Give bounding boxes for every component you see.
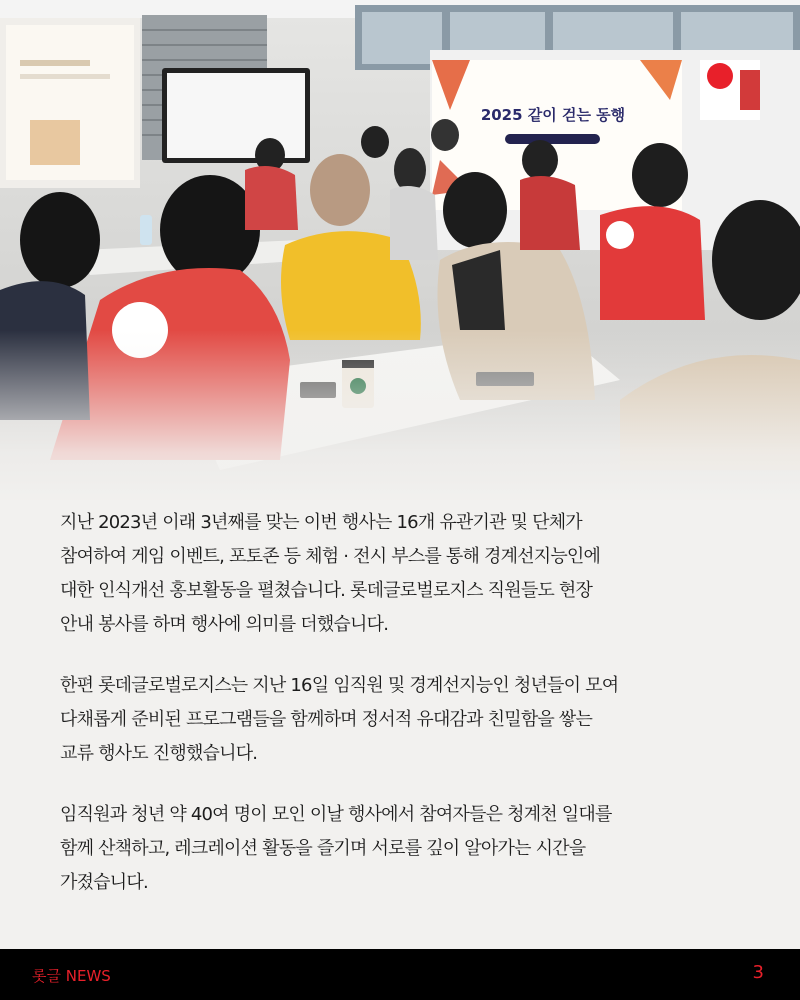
footer-bar <box>0 949 800 1000</box>
paragraph-line: 다채롭게 준비된 프로그램들을 함께하며 정서적 유대감과 친밀함을 쌓는 <box>60 709 593 730</box>
paragraph-line: 임직원과 청년 약 40여 명이 모인 이날 행사에서 참여자들은 청계천 일대를 <box>60 804 612 825</box>
page-number: 3 <box>752 962 764 983</box>
paragraph-line: 안내 봉사를 하며 행사에 의미를 더했습니다. <box>60 614 389 635</box>
banner-title: 2025 같이 걷는 동행 <box>480 106 626 124</box>
footer-brand: 롯글 NEWS <box>32 967 111 985</box>
paragraph-line: 교류 행사도 진행했습니다. <box>60 743 258 764</box>
paragraph-line: 가졌습니다. <box>60 872 148 893</box>
article-body <box>60 506 750 927</box>
paragraph-line: 한편 롯데글로벌로지스는 지난 16일 임직원 및 경계선지능인 청년들이 모여 <box>60 675 619 696</box>
photo-fade-overlay <box>0 330 800 500</box>
paragraph-2 <box>60 669 750 771</box>
paragraph-line: 참여하여 게임 이벤트, 포토존 등 체험 · 전시 부스를 통해 경계선지능인에 <box>60 546 601 567</box>
paragraph-line: 함께 산책하고, 레크레이션 활동을 즐기며 서로를 깊이 알아가는 시간을 <box>60 838 586 859</box>
paragraph-3 <box>60 798 750 900</box>
paragraph-1 <box>60 506 750 642</box>
paragraph-line: 대한 인식개선 홍보활동을 펼쳤습니다. 롯데글로벌로지스 직원들도 현장 <box>60 580 593 601</box>
paragraph-line: 지난 2023년 이래 3년째를 맞는 이번 행사는 16개 유관기관 및 단체가 <box>60 512 582 533</box>
